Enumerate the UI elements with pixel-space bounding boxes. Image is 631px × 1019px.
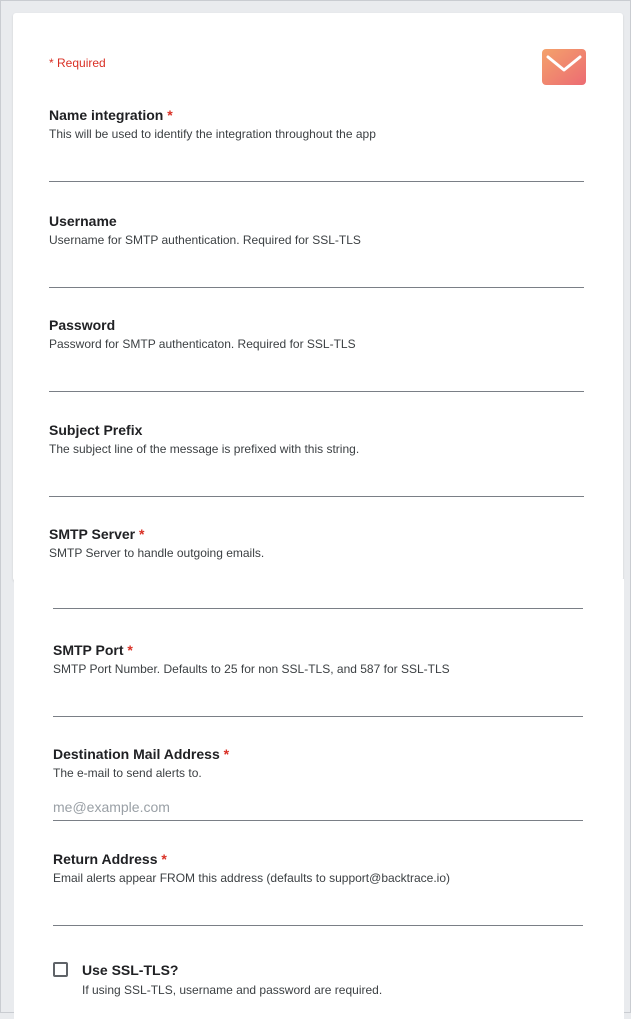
field-description: This will be used to identify the integration throughout the app <box>49 127 376 141</box>
required-star: * <box>167 107 173 123</box>
username-input[interactable] <box>49 260 584 288</box>
field-name-integration <box>49 107 584 182</box>
field-description: SMTP Port Number. Defaults to 25 for non SSL-TLS, and 587 for SSL-TLS <box>53 662 450 676</box>
return-address-input[interactable] <box>53 898 583 926</box>
name-integration-input[interactable] <box>49 154 584 182</box>
ssl-tls-checkbox[interactable] <box>53 962 68 977</box>
field-label: Password <box>49 317 116 333</box>
required-star: * <box>161 851 167 867</box>
field-label: SMTP Server <box>49 526 136 542</box>
field-label: SMTP Port <box>53 642 124 658</box>
field-username <box>49 213 584 288</box>
field-description: Email alerts appear FROM this address (defaults to support@backtrace.io) <box>53 871 451 885</box>
smtp-server-input[interactable] <box>53 581 583 609</box>
field-subject-prefix <box>49 422 584 497</box>
required-star: * <box>223 746 230 762</box>
field-smtp-port <box>53 642 583 717</box>
required-star: * <box>127 642 133 658</box>
required-star: * <box>139 526 145 542</box>
smtp-port-input[interactable] <box>53 689 583 717</box>
field-return-address <box>53 851 583 926</box>
field-description: The subject line of the message is prefixed with this string. <box>49 442 360 456</box>
required-note: * Required <box>49 56 106 70</box>
mail-icon <box>542 49 586 85</box>
password-input[interactable] <box>49 364 584 392</box>
field-description: Password for SMTP authenticaton. Required for SSL-TLS <box>49 337 356 351</box>
field-label: Subject Prefix <box>49 422 143 438</box>
subject-prefix-input[interactable] <box>49 469 584 497</box>
field-label: Name integration <box>49 107 164 123</box>
field-label: Destination Mail Address <box>53 746 220 762</box>
field-smtp-server <box>49 526 584 560</box>
field-description: SMTP Server to handle outgoing emails. <box>49 546 265 560</box>
field-destination-mail <box>53 746 583 821</box>
field-label: Username <box>49 213 117 229</box>
field-password <box>49 317 584 392</box>
destination-mail-input[interactable] <box>53 793 583 821</box>
ssl-tls-description: If using SSL-TLS, username and password are required. <box>82 983 383 997</box>
ssl-tls-label[interactable]: Use SSL-TLS? <box>82 962 179 978</box>
field-description: The e-mail to send alerts to. <box>53 766 202 780</box>
field-description: Username for SMTP authentication. Required for SSL-TLS <box>49 233 361 247</box>
field-label: Return Address <box>53 851 158 867</box>
